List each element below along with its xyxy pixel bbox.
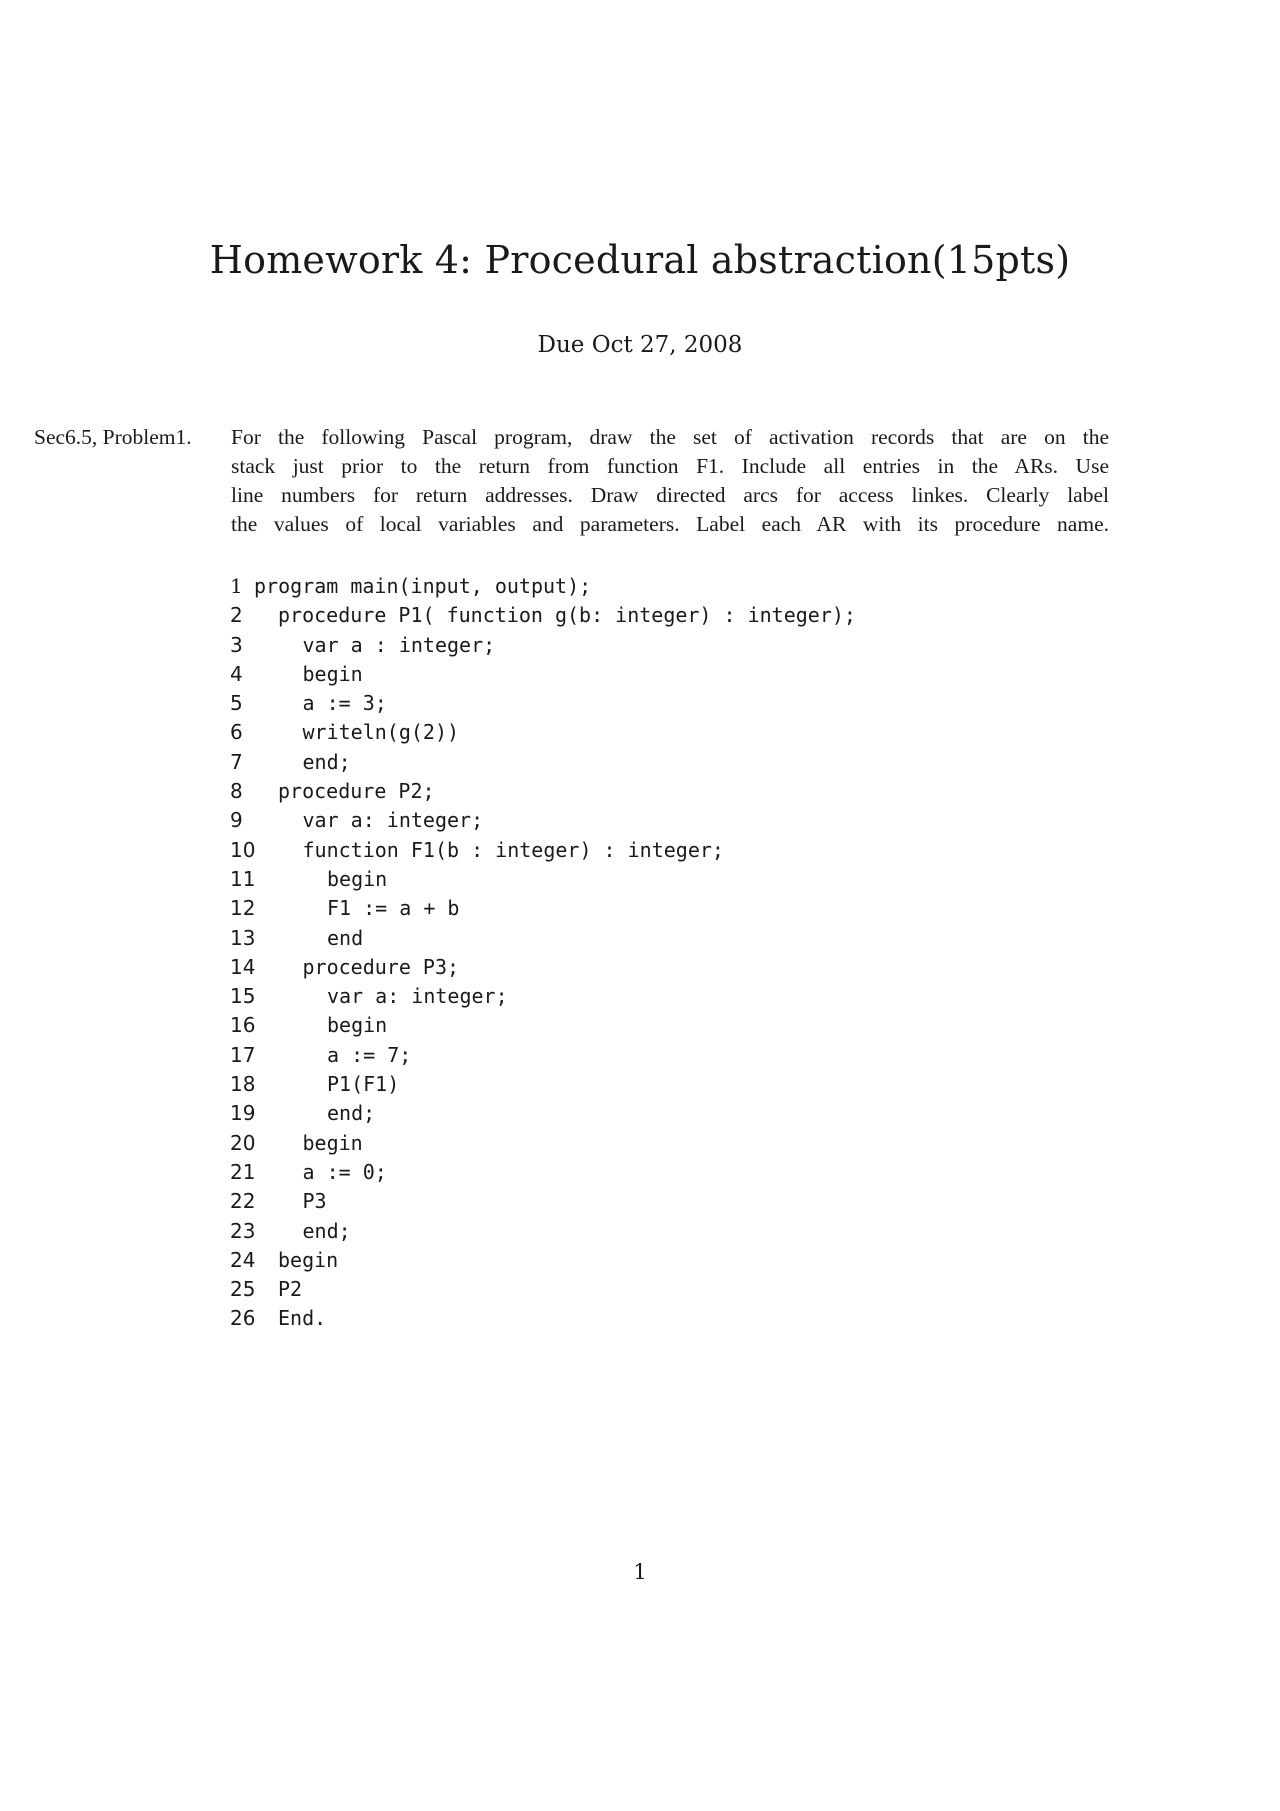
code-text: a := 3; — [302, 691, 387, 716]
code-text: function F1(b : integer) : integer; — [302, 837, 724, 862]
problem-line: stack just prior to the return from function F1. Include all entries in the ARs. Use — [231, 454, 1109, 478]
code-text: program main(input, output); — [254, 574, 592, 598]
line-number: 1 — [230, 574, 243, 598]
line-number: 14 — [230, 954, 256, 979]
code-text: a := 0; — [302, 1159, 387, 1184]
code-text: begin — [327, 866, 388, 891]
code-text: End. — [278, 1306, 327, 1331]
code-text: begin — [327, 1013, 388, 1038]
line-number: 19 — [230, 1101, 256, 1126]
code-text: var a : integer; — [302, 632, 496, 657]
line-number: 12 — [230, 896, 256, 921]
code-text: procedure P1( function g(b: integer) : integer); — [278, 603, 856, 628]
line-number: 17 — [230, 1042, 256, 1067]
line-number: 20 — [230, 1130, 256, 1155]
problem-label: Sec6.5, Problem1. — [34, 425, 192, 449]
line-number: 15 — [230, 984, 256, 1009]
code-text: var a: integer; — [302, 808, 484, 833]
code-text: procedure P2; — [278, 779, 435, 804]
line-number: 22 — [230, 1189, 256, 1214]
line-number: 16 — [230, 1013, 256, 1038]
line-number: 5 — [230, 691, 243, 716]
problem-line: the values of local variables and parameters. Label each AR with its procedure name. — [231, 512, 1109, 536]
line-number: 4 — [230, 661, 243, 686]
line-number: 7 — [230, 749, 243, 774]
line-number: 11 — [230, 866, 256, 891]
due-date: Due Oct 27, 2008 — [537, 332, 743, 358]
code-text: a := 7; — [327, 1042, 412, 1067]
code-text: begin — [302, 1130, 363, 1155]
code-text: end; — [302, 1218, 351, 1243]
code-text: end; — [327, 1101, 376, 1126]
line-number: 10 — [230, 837, 256, 862]
code-text: end — [327, 925, 364, 950]
line-number: 3 — [230, 632, 243, 657]
code-text: procedure P3; — [302, 954, 460, 979]
code-text: P2 — [278, 1277, 303, 1302]
line-number: 18 — [230, 1072, 256, 1097]
line-number: 21 — [230, 1159, 256, 1184]
page-title: Homework 4: Procedural abstraction(15pts) — [209, 238, 1071, 282]
line-number: 8 — [230, 779, 243, 804]
code-text: writeln(g(2)) — [302, 720, 460, 745]
problem-line: line numbers for return addresses. Draw directed arcs for access linkes. Clearly label — [231, 483, 1109, 507]
code-text: var a: integer; — [327, 984, 508, 1009]
code-text: P1(F1) — [327, 1072, 400, 1097]
line-number: 6 — [230, 720, 243, 745]
line-number: 23 — [230, 1218, 256, 1243]
line-number: 25 — [230, 1277, 256, 1302]
code-text: begin — [278, 1247, 339, 1272]
problem-line: For the following Pascal program, draw the set of activation records that are on the — [231, 425, 1109, 449]
code-text: begin — [302, 661, 363, 686]
code-text: F1 := a + b — [327, 896, 460, 921]
line-number: 24 — [230, 1247, 256, 1272]
line-number: 13 — [230, 925, 256, 950]
code-text: end; — [302, 749, 351, 774]
problem-body — [231, 423, 1109, 539]
line-number: 2 — [230, 603, 243, 628]
page-number: 1 — [633, 1560, 647, 1584]
line-number: 9 — [230, 808, 243, 833]
code-text: P3 — [302, 1189, 327, 1214]
line-number: 26 — [230, 1306, 256, 1331]
